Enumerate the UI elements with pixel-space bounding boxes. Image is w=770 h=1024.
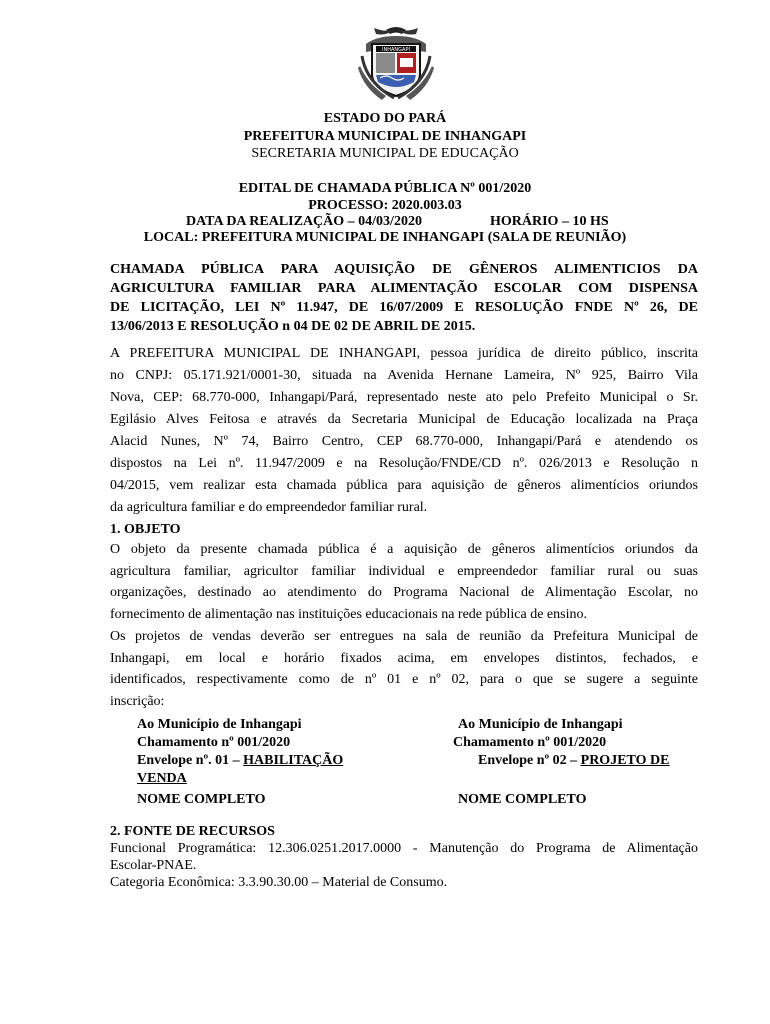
envelope-01 <box>137 716 397 809</box>
subject-line: 13/06/2013 E RESOLUÇÃO n 04 DE 02 DE ABRIL DE 2015. <box>110 319 476 334</box>
envelope-number <box>137 752 397 770</box>
local-line: LOCAL: PREFEITURA MUNICIPAL DE INHANGAPI (SALA DE REUNIÃO) <box>143 230 627 245</box>
objeto-line: Inhangapi, em local e horário fixados acima, em envelopes distintos, fechados, e <box>110 650 698 666</box>
subject-line: DE LICITAÇÃO, LEI Nº 11.947, DE 16/07/2009 E RESOLUÇÃO FNDE Nº 26, DE <box>110 300 698 315</box>
objeto-line: organizações, destinado ao atendimento do Programa Nacional de Alimentação Escolar, no <box>110 585 698 601</box>
envelope-nome: NOME COMPLETO <box>137 792 266 807</box>
secretaria-name: SECRETARIA MUNICIPAL DE EDUCAÇÃO <box>251 146 519 161</box>
intro-line: A PREFEITURA MUNICIPAL DE INHANGAPI, pessoa jurídica de direito público, inscrita <box>110 346 698 361</box>
envelope-type-continued: VENDA <box>137 771 187 786</box>
intro-line: da agricultura familiar e do empreendedor familiar rural. <box>110 500 428 515</box>
envelope-number-label: Envelope nº. 01 – <box>137 753 244 768</box>
horario: HORÁRIO – 10 HS <box>490 214 609 229</box>
intro-line: Egilásio Alves Feitosa e através da Secretaria Municipal de Educação localizada na Praça <box>110 412 698 427</box>
envelope-type: HABILITAÇÃO <box>243 753 344 768</box>
edital-title: EDITAL DE CHAMADA PÚBLICA Nº 001/2020 <box>238 181 532 196</box>
objeto-line: fornecimento de alimentação nas instituições educacionais na rede pública de ensino. <box>110 607 587 623</box>
envelope-number <box>453 752 703 770</box>
envelope-recipient: Ao Município de Inhangapi <box>458 717 623 732</box>
data-realizacao: DATA DA REALIZAÇÃO – 04/03/2020 <box>186 214 422 229</box>
intro-line: 04/2015, vem realizar esta chamada pública para aquisição de gêneros alimentícios oriundos <box>110 478 698 493</box>
intro-line: Alacid Nunes, Nº 74, Bairro Centro, CEP 68.770-000, Inhangapi/Pará e atendendo os <box>110 434 698 449</box>
intro-line: Nova, CEP: 68.770-000, Inhangapi/Pará, representado neste ato pelo Prefeito Municipal o Sr. <box>110 390 698 405</box>
intro-paragraph <box>110 343 698 519</box>
subject-block <box>110 260 698 336</box>
envelope-nome: NOME COMPLETO <box>458 792 587 807</box>
envelope-chamamento: Chamamento nº 001/2020 <box>453 735 607 750</box>
prefeitura-name: PREFEITURA MUNICIPAL DE INHANGAPI <box>243 129 527 144</box>
intro-line: no CNPJ: 05.171.921/0001-30, situada na Avenida Hernane Lameira, Nº 925, Bairro Vila <box>110 368 698 383</box>
state-name: ESTADO DO PARÁ <box>323 111 447 126</box>
envelope-chamamento: Chamamento nº 001/2020 <box>137 735 291 750</box>
processo-line: PROCESSO: 2020.003.03 <box>308 198 462 213</box>
fonte-line: Categoria Econômica: 3.3.90.30.00 – Material de Consumo. <box>110 875 448 890</box>
section-2-heading: 2. FONTE DE RECURSOS <box>110 824 275 839</box>
objeto-line: inscrição: <box>110 693 165 709</box>
section-2 <box>110 823 698 891</box>
envelope-number-label: Envelope nº 02 – <box>478 753 581 768</box>
objeto-line: Os projetos de vendas deverão ser entregues na sala de reunião da Prefeitura Municipal de <box>110 628 698 644</box>
objeto-line: agricultura familiar, agricultor familiar individual e empreendedor familiar rural ou suas <box>110 563 698 579</box>
section-1-body <box>110 539 698 713</box>
objeto-line: identificados, respectivamente como de nº 01 e nº 02, para o que se sugere a seguinte <box>110 672 698 688</box>
envelope-02 <box>453 716 703 809</box>
intro-line: dispostos na Lei nº. 11.947/2009 e na Resolução/FNDE/CD nº. 026/2013 e Resolução n <box>110 456 698 471</box>
fonte-line: Funcional Programática: 12.306.0251.2017.0000 - Manutenção do Programa de Alimentação <box>110 841 698 856</box>
subject-line: CHAMADA PÚBLICA PARA AQUISIÇÃO DE GÊNEROS ALIMENTICIOS DA <box>110 262 698 277</box>
crest-text: INHANGAPI <box>382 47 410 53</box>
objeto-line: O objeto da presente chamada pública é a aquisição de gêneros alimentícios oriundos da <box>110 542 698 557</box>
envelope-recipient: Ao Município de Inhangapi <box>137 717 302 732</box>
subject-line: AGRICULTURA FAMILIAR PARA ALIMENTAÇÃO ESCOLAR COM DISPENSA <box>110 281 698 296</box>
municipal-crest <box>356 22 436 102</box>
envelope-type: PROJETO DE <box>580 753 670 768</box>
section-1-heading: 1. OBJETO <box>110 522 181 537</box>
fonte-line: Escolar-PNAE. <box>110 858 197 873</box>
